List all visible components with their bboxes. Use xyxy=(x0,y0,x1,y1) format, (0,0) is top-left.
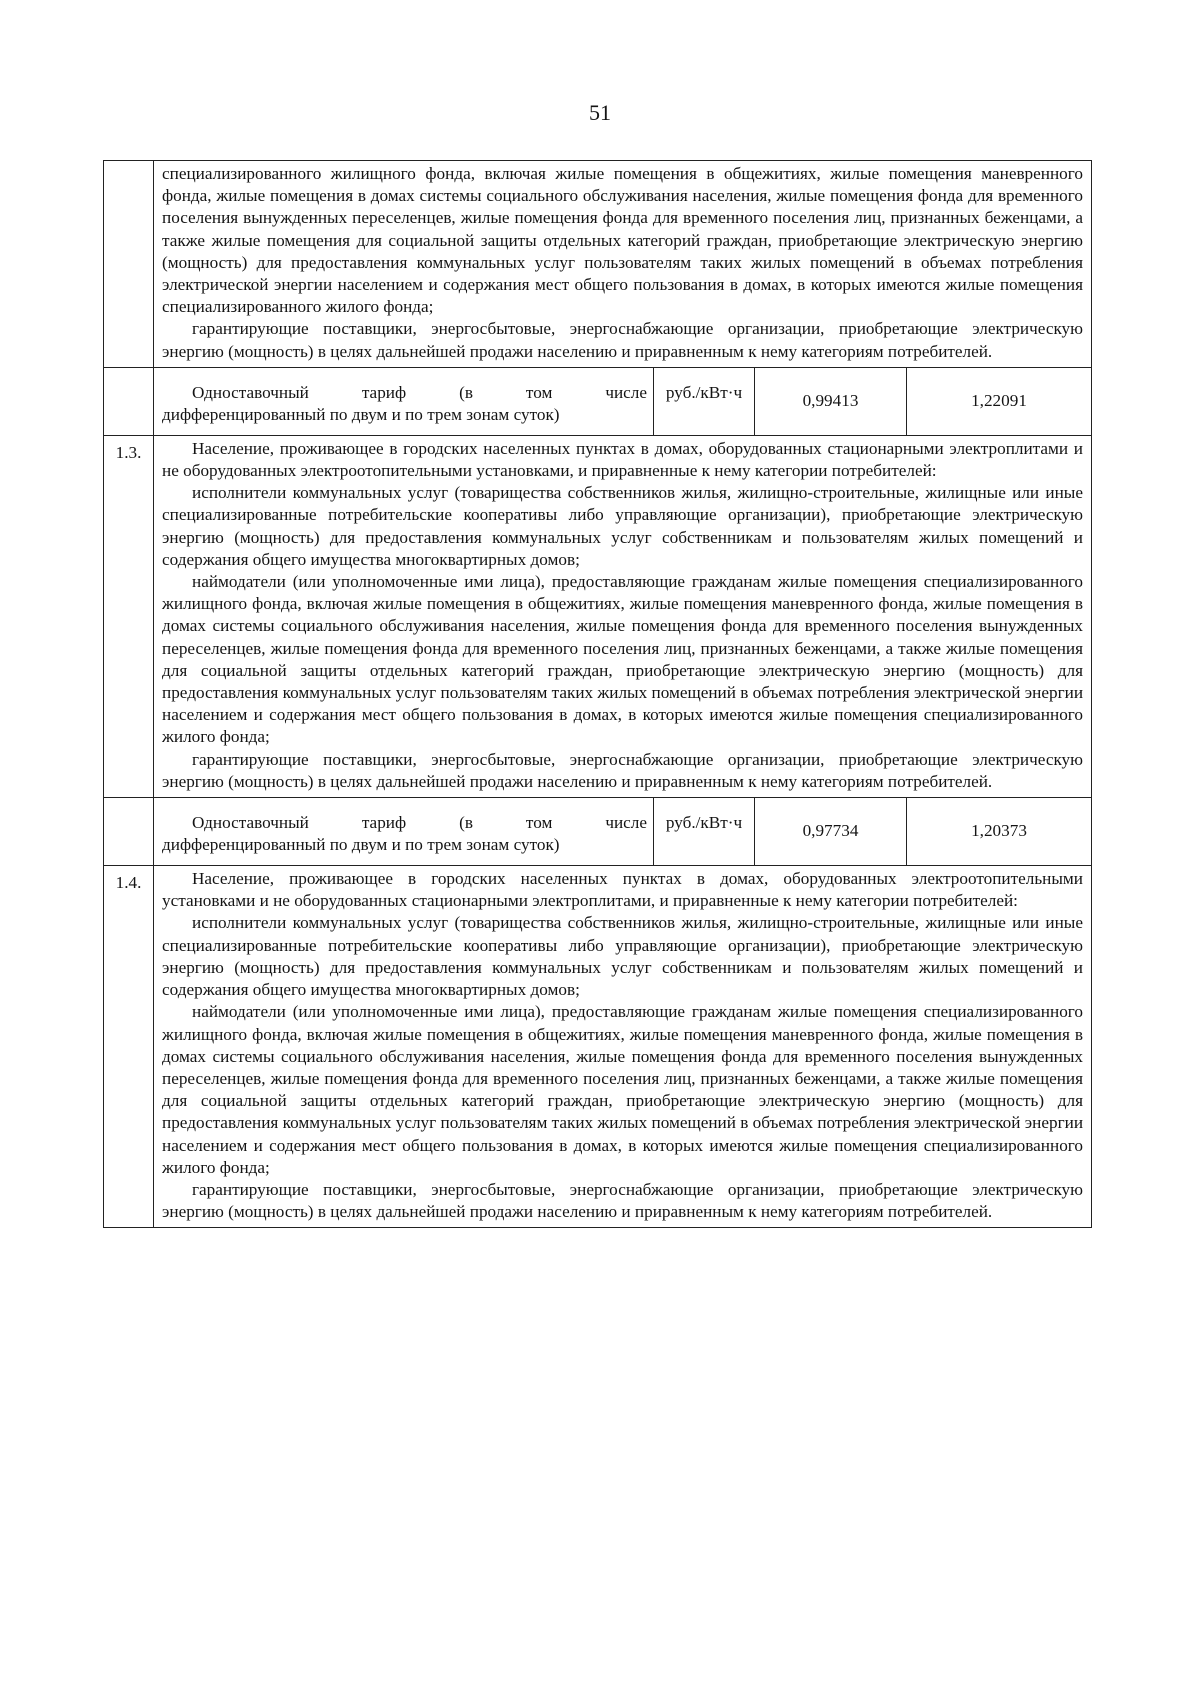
table-row xyxy=(104,798,1092,866)
value-cell-1: 0,99413 xyxy=(755,367,907,435)
row-number-cell xyxy=(104,798,154,866)
description-cell xyxy=(154,435,1092,797)
table-row xyxy=(104,161,1092,368)
table-row xyxy=(104,367,1092,435)
unit-cell: руб./кВт·ч xyxy=(654,798,755,866)
paragraph: наймодатели (или уполномоченные ими лица), предоставляющие гражданам жилые помещения специализированного жилищного фонда, включая жилые помещения в общежитиях, жилые помещения маневренного фонда, жилые помещения в домах системы социального обслуживания населения, жилые помещения фонда для временного поселения вынужденных переселенцев, жилые помещения фонда для временного поселения лиц, признанных беженцами, а также жилые помещения для социальной защиты отдельных категорий граждан, приобретающие электрическую энергию (мощность) для предоставления коммунальных услуг пользователям таких жилых помещений в объемах потребления электрической энергии населением и содержания мест общего пользования в домах, в которых имеются жилые помещения специализированного жилого фонда; xyxy=(162,572,1084,747)
row-number-cell xyxy=(104,161,154,368)
tariff-name-line: Одноставочный тариф (в том числе xyxy=(192,813,647,833)
paragraph: Население, проживающее в городских населенных пунктах в домах, оборудованных электроотопительными установками и не оборудованных стационарными электроплитами, и приравненные к нему категории потребителей: xyxy=(162,869,1083,911)
paragraph: специализированного жилищного фонда, включая жилые помещения в общежитиях, жилые помещения маневренного фонда, жилые помещения в домах системы социального обслуживания населения, жилые помещения фонда для временного поселения вынужденных переселенцев, жилые помещения фонда для временного поселения лиц, признанных беженцами, а также жилые помещения для социальной защиты отдельных категорий граждан, приобретающие электрическую энергию (мощность) для предоставления коммунальных услуг пользователям таких жилых помещений в объемах потребления электрической энергии населением и содержания мест общего пользования в домах, в которых имеются жилые помещения специализированного жилого фонда; xyxy=(162,164,1083,317)
table-row xyxy=(104,435,1092,797)
value-cell-2: 1,22091 xyxy=(907,367,1092,435)
table-row xyxy=(104,866,1092,1228)
description-cell xyxy=(154,866,1092,1228)
tariff-name-line: дифференцированный по двум и по трем зонам суток) xyxy=(162,835,560,855)
tariff-name-line: дифференцированный по двум и по трем зонам суток) xyxy=(162,405,560,425)
page-number: 51 xyxy=(589,100,611,125)
row-number-cell xyxy=(104,367,154,435)
row-number: 1.4. xyxy=(104,866,154,1228)
paragraph: гарантирующие поставщики, энергосбытовые, энергоснабжающие организации, приобретающие электрическую энергию (мощность) в целях дальнейшей продажи населению и приравненным к нему категориям потребителей. xyxy=(162,319,1083,361)
unit-cell: руб./кВт·ч xyxy=(654,367,755,435)
paragraph: исполнители коммунальных услуг (товарищества собственников жилья, жилищно-строительные, жилищные или иные специализированные потребительские кооперативы либо управляющие организации), приобретающие электрическую энергию (мощность) для предоставления коммунальных услуг собственникам и пользователям жилых помещений и содержания общего имущества многоквартирных домов; xyxy=(162,913,1083,1000)
paragraph: гарантирующие поставщики, энергосбытовые, энергоснабжающие организации, приобретающие электрическую энергию (мощность) в целях дальнейшей продажи населению и приравненным к нему категориям потребителей. xyxy=(162,749,1083,791)
value-cell-1: 0,97734 xyxy=(755,798,907,866)
value-cell-2: 1,20373 xyxy=(907,798,1092,866)
tariff-name-cell xyxy=(154,367,654,435)
description-cell xyxy=(154,161,1092,368)
paragraph: исполнители коммунальных услуг (товарищества собственников жилья, жилищно-строительные, жилищные или иные специализированные потребительские кооперативы либо управляющие организации), приобретающие электрическую энергию (мощность) для предоставления коммунальных услуг собственникам и пользователям жилых помещений и содержания общего имущества многоквартирных домов; xyxy=(162,483,1083,569)
tariff-table xyxy=(103,160,1092,1228)
paragraph: гарантирующие поставщики, энергосбытовые, энергоснабжающие организации, приобретающие электрическую энергию (мощность) в целях дальнейшей продажи населению и приравненным к нему категориям потребителей. xyxy=(162,1179,1083,1222)
tariff-name-line: Одноставочный тариф (в том числе xyxy=(192,382,647,402)
tariff-name-cell xyxy=(154,798,654,866)
paragraph: наймодатели (или уполномоченные ими лица), предоставляющие гражданам жилые помещения специализированного жилищного фонда, включая жилые помещения в общежитиях, жилые помещения маневренного фонда, жилые помещения в домах системы социального обслуживания населения, жилые помещения фонда для временного поселения вынужденных переселенцев, жилые помещения фонда для временного поселения лиц, признанных беженцами, а также жилые помещения для социальной защиты отдельных категорий граждан, приобретающие электрическую энергию (мощность) для предоставления коммунальных услуг пользователям таких жилых помещений в объемах потребления электрической энергии населением и содержания мест общего пользования в домах, в которых имеются жилые помещения специализированного жилого фонда; xyxy=(162,1002,1084,1177)
row-number: 1.3. xyxy=(104,435,154,797)
paragraph: Население, проживающее в городских населенных пунктах в домах, оборудованных стационарными электроплитами и не оборудованных электроотопительными установками, и приравненные к нему категории потребителей: xyxy=(162,438,1083,481)
